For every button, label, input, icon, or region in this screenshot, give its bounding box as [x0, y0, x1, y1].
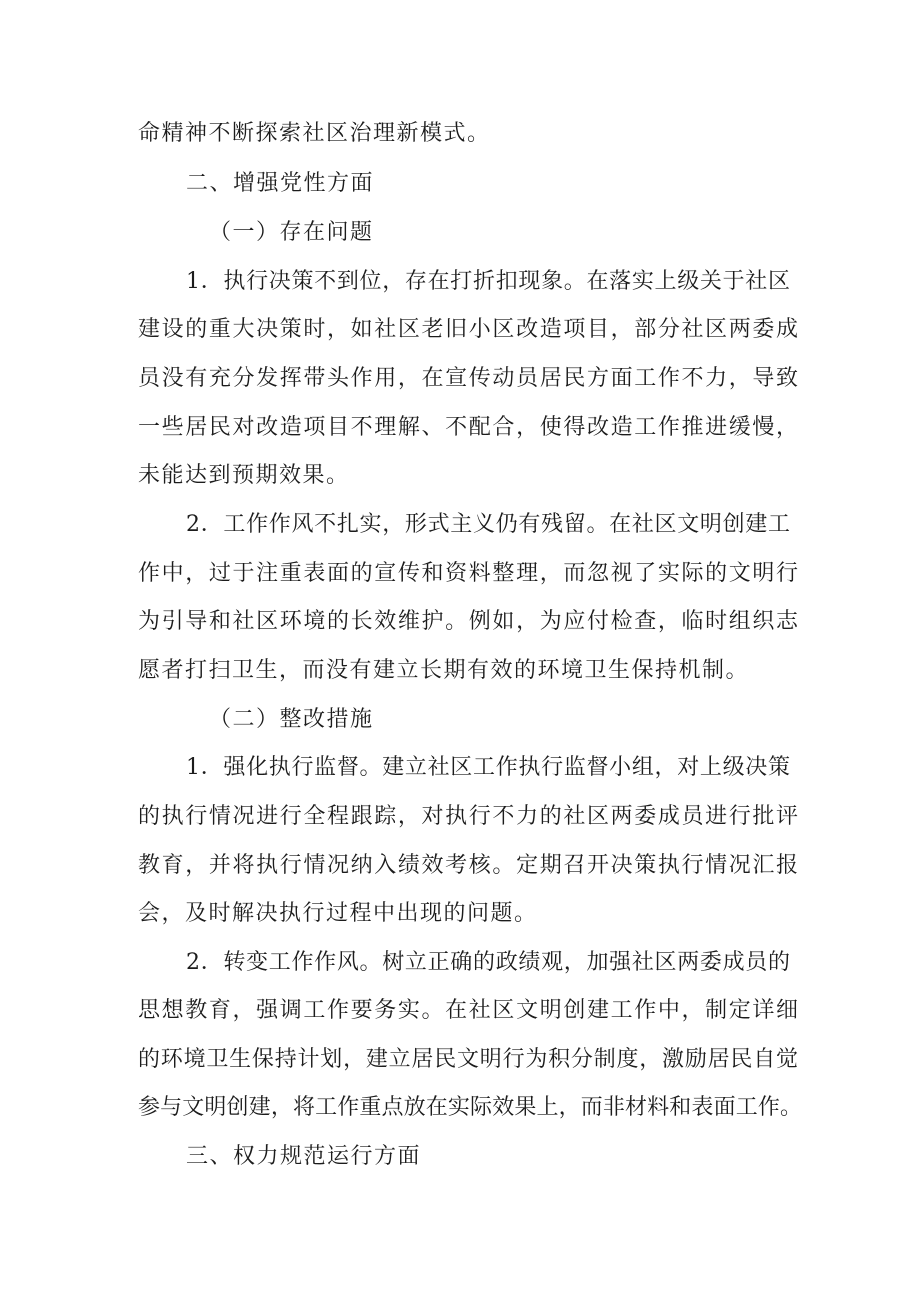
paragraph-line: 的执行情况进行全程跟踪，对执行不力的社区两委成员进行批评: [138, 804, 798, 829]
subsection-heading: （一）存在问题: [209, 220, 374, 245]
paragraph-line: 为引导和社区环境的长效维护。例如，为应付检查，临时组织志: [138, 609, 798, 634]
paragraph-line: 2．转变工作作风。树立正确的政绩观，加强社区两委成员的: [186, 950, 790, 975]
paragraph-line: 参与文明创建，将工作重点放在实际效果上，而非材料和表面工作。: [138, 1095, 802, 1120]
paragraph-line: 的环境卫生保持计划，建立居民文明行为积分制度，激励居民自觉: [138, 1047, 798, 1072]
section-heading: 三、权力规范运行方面: [186, 1144, 422, 1169]
text-line: 命精神不断探索社区治理新模式。: [138, 121, 491, 146]
paragraph-line: 1．执行决策不到位，存在打折扣现象。在落实上级关于社区: [186, 269, 790, 294]
paragraph-line: 员没有充分发挥带头作用，在宣传动员居民方面工作不力，导致: [138, 366, 798, 391]
paragraph-line: 未能达到预期效果。: [138, 463, 350, 488]
subsection-heading: （二）整改措施: [209, 707, 374, 732]
paragraph-line: 一些居民对改造项目不理解、不配合，使得改造工作推进缓慢，: [138, 415, 798, 440]
section-heading: 二、增强党性方面: [186, 171, 375, 196]
paragraph-line: 2．工作作风不扎实，形式主义仍有残留。在社区文明创建工: [186, 512, 790, 537]
paragraph-line: 教育，并将执行情况纳入绩效考核。定期召开决策执行情况汇报: [138, 853, 798, 878]
paragraph-line: 思想教育，强调工作要务实。在社区文明创建工作中，制定详细: [138, 998, 798, 1023]
paragraph-line: 建设的重大决策时，如社区老旧小区改造项目，部分社区两委成: [138, 317, 798, 342]
paragraph-line: 1．强化执行监督。建立社区工作执行监督小组，对上级决策: [186, 755, 790, 780]
paragraph-line: 愿者打扫卫生，而没有建立长期有效的环境卫生保持机制。: [138, 658, 750, 683]
paragraph-line: 作中，过于注重表面的宣传和资料整理，而忽视了实际的文明行: [138, 561, 798, 586]
paragraph-line: 会，及时解决执行过程中出现的问题。: [138, 901, 538, 926]
